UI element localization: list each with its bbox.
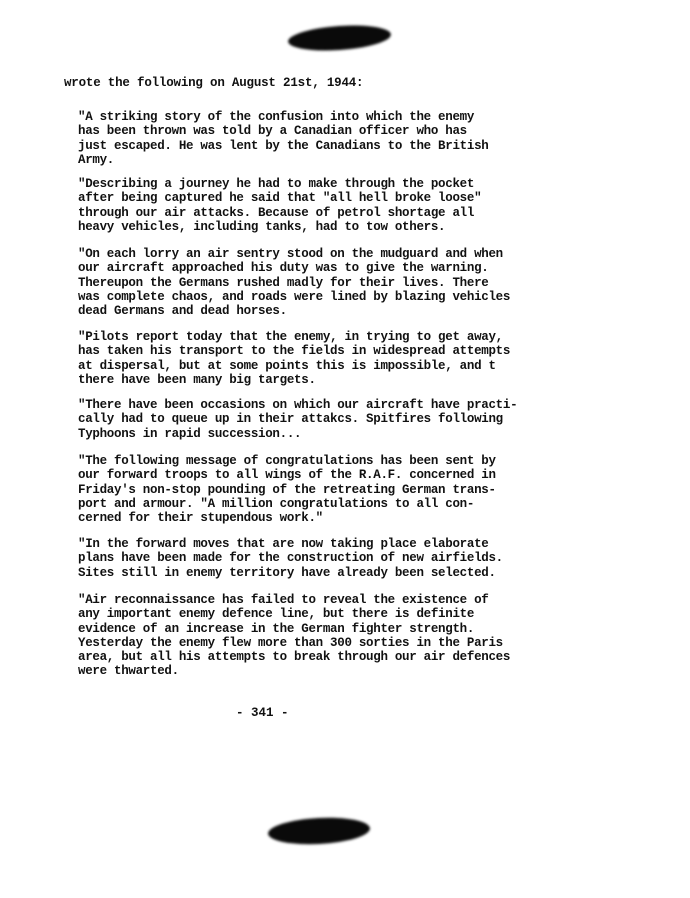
- paragraph-3: "On each lorry an air sentry stood on the mudguard and when our aircraft approached his duty was to give the warning. Thereupon the Germans rushed madly for their lives. There was complete chaos, and roads were lined by blazing vehicles dead Germans and dead horses.: [78, 247, 511, 319]
- intro-line: wrote the following on August 21st, 1944:: [64, 76, 364, 90]
- redaction-mark-bottom: [267, 815, 370, 846]
- paragraph-7: "In the forward moves that are now taking place elaborate plans have been made for the construction of new airfields. Sites still in enemy territory have already been selected.: [78, 537, 503, 580]
- paragraph-5: "There have been occasions on which our aircraft have practi- cally had to queue up in their attakcs. Spitfires following Typhoons in rapid succession...: [78, 398, 518, 441]
- paragraph-2: "Describing a journey he had to make through the pocket after being captured he said that "all hell broke loose" through our air attacks. Because of petrol shortage all heavy vehicles, including tanks, had to tow others.: [78, 177, 482, 234]
- paragraph-6: "The following message of congratulations has been sent by our forward troops to all wings of the R.A.F. concerned in Friday's non-stop pounding of the retreating German trans- port and armour. "A million congratulations to all con- cerned for their stupendous work.": [78, 454, 496, 526]
- paragraph-1: "A striking story of the confusion into which the enemy has been thrown was told by a Canadian officer who has just escaped. He was lent by the Canadians to the British Army.: [78, 110, 489, 167]
- paragraph-4: "Pilots report today that the enemy, in trying to get away, has taken his transport to the fields in widespread attempts at dispersal, but at some points this is impossible, and t there have been many big targets.: [78, 330, 511, 387]
- page-number: - 341 -: [236, 706, 289, 720]
- paragraph-8: "Air reconnaissance has failed to reveal the existence of any important enemy defence line, but there is definite evidence of an increase in the German fighter strength. Yesterday the enemy flew more than 300 sorties in the Paris area, but all his attempts to break through our air defences were thwarted.: [78, 593, 511, 679]
- redaction-mark-top: [287, 22, 391, 53]
